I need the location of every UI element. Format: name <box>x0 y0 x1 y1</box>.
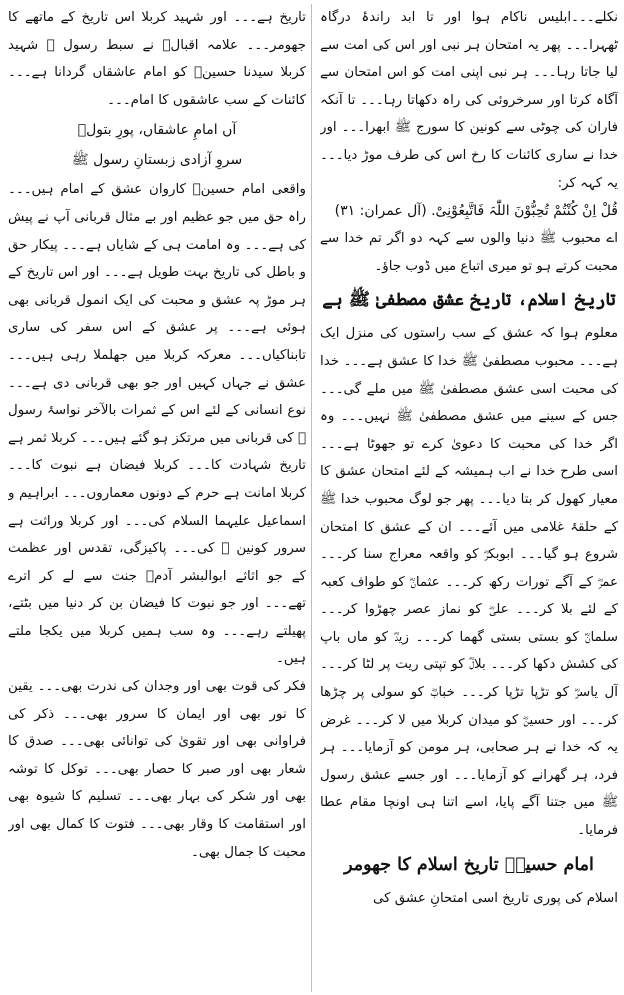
right-column <box>320 4 618 992</box>
column-divider <box>311 4 312 992</box>
section-heading: امام حسینؓ تاریخ اسلام کا جھومر <box>344 854 594 875</box>
section-heading: تاریخ اسلام، تاریخ عشق مصطفیٰ ﷺ ہے <box>322 290 616 311</box>
paragraph: تاریخ ہے۔۔۔ اور شہید کربلا اس تاریخ کے ماتھے کا جھومر۔۔۔ علامہ اقبالؒ نے سبط رسول ﷺ شہید کربلا سیدنا حسینؓ کو امام عاشقاں گردانا ہے۔۔۔ کائنات کے سب عاشقوں کا امام۔۔۔ <box>8 10 306 108</box>
paragraph: واقعی امام حسینؓ کاروان عشق کے امام ہیں۔۔۔ راہ حق میں جو عظیم اور بے مثال قربانی آپ نے پیش کی ہے۔۔۔ وہ امامت ہی کے شایاں ہے۔۔۔ پیکار حق و باطل کی تاریخ بہت طویل ہے۔۔۔ اور اس تاریخ کے ہر موڑ پہ عشق و محبت کی ایک انمول قربانی بھی ہوئی ہے۔۔۔ پر عشق کے اس سفر کی ساری تابناکیاں۔۔۔ معرکہ کربلا میں جھلملا رہی ہیں۔۔۔ عشق نے جہاں کہیں اور جو بھی قربانی دی ہے۔۔۔ نوع انسانی کے لئے اس کے ثمرات بالآخر نواسۂ رسول ﷺ کی قربانی میں مرتکز ہو گئے ہیں۔۔۔ کربلا ثمر ہے تاریخ شہادت کا۔۔۔ کربلا فیضان ہے نبوت کا۔۔۔ کربلا امانت ہے حرم کے دونوں معماروں۔۔۔ ابراہیم و اسماعیل علیہما السلام کی۔۔۔ اور کربلا وراثت ہے سرور کونین ﷺ کی۔۔۔ پاکیزگی، تقدس اور عظمت کے جو اثاثے ابوالبشر آدمؑ جنت سے لے کر اترے تھے۔۔۔ اور جو نبوت کا فیضان بن کر دنیا میں بٹتے، پھیلتے رہے۔۔۔ وہ سب ہمیں کربلا میں یکجا ملتے ہیں۔ <box>8 182 306 667</box>
left-column <box>8 4 306 992</box>
paragraph: فکر کی قوت بھی اور وجدان کی ندرت بھی۔۔۔ یقین کا نور بھی اور ایمان کا سرور بھی۔۔۔ ذکر کی فراوانی بھی اور تقویٰ کی توانائی بھی۔۔۔ صدق کا شعار بھی اور صبر کا حصار بھی۔۔۔ توکل کا توشہ بھی اور شکر کی بہار بھی۔۔۔ تسلیم کا شیوہ بھی اور استقامت کا وقار بھی۔۔۔ فتوت کا کمال بھی اور محبت کا جمال بھی۔ <box>8 679 306 860</box>
verse-translation: اے محبوب ﷺ دنیا والوں سے کہہ دو اگر تم خدا سے محبت کرتے ہو تو میری اتباع میں ڈوب جاؤ۔ <box>320 231 618 274</box>
paragraph: اسلام کی پوری تاریخ اسی امتحانِ عشق کی <box>372 890 618 906</box>
poem-line: آں امامِ عاشقاں، پورِ بتولؓ <box>77 122 237 139</box>
quran-verse: قُلْ اِنْ کُنْتُمْ تُحِبُّوْنَ اللّٰہَ فَاتَّبِعُوْنِیْ. (آل عمران: ۳۱) <box>334 203 618 220</box>
paragraph: نکلے۔۔۔ابلیس ناکام ہوا اور تا ابد راندۂ درگاہ ٹھہرا۔۔۔ پھر یہ امتحان ہر نبی اور اس کی امت سے لیا جاتا رہا۔۔۔ ہر نبی اپنی امت کو اس امتحان سے آگاہ کرتا اور سرخروئی کی راہ دکھاتا رہا۔۔۔ تا آنکہ فاران کی چوٹی سے کونین کا سورج ﷺ ابھرا۔۔۔ اور خدا نے ساری کائنات کا رخ اس کی طرف موڑ دیا۔۔۔ یہ کہہ کر: <box>320 10 618 191</box>
poem-line: سروِ آزادی زبستانِ رسول ﷺ <box>71 152 243 169</box>
paragraph: معلوم ہوا کہ عشق کے سب راستوں کی منزل ایک ہے۔۔۔ محبوب مصطفیٰ ﷺ خدا کا عشق ہے۔۔۔ خدا کی محبت اسی عشق مصطفیٰ ﷺ میں ملے گی۔۔۔ جس کے سینے میں عشق مصطفیٰ ﷺ نہیں۔۔۔ وہ اگر خدا کی محبت کا دعویٰ کرے تو جھوٹا ہے۔۔۔ اسی طرح خدا نے اب ہمیشہ کے لئے امتحان عشق کا معیار کھول کر بتا دیا۔۔۔ پھر جو لوگ محبوب خدا ﷺ کے حلقۂ غلامی میں آئے۔۔۔ ان کے عشق کا امتحان شروع ہو گیا۔۔۔ ابوبکرؓ کو واقعہ معراج سنا کر۔۔۔ عمرؓ کے آگے تورات رکھ کر۔۔۔ عثمانؓ کو طواف کعبہ کے لئے بلا کر۔۔۔ علیؓ کو نماز عصر چھڑوا کر۔۔۔ سلمانؓ کو بستی بستی گھما کر۔۔۔ زیدؓ کو ماں باپ کی کشش دکھا کر۔۔۔ بلالؓ کو تپتی ریت پر لٹا کر۔۔۔ آل یاسرؓ کو تڑپا تڑپا کر۔۔۔ خبابؓ کو سولی پر چڑھا کر۔۔۔ اور حسینؓ کو میدان کربلا میں لا کر۔۔۔ غرض یہ کہ خدا نے ہر صحابی، ہر مومن کو آزمایا۔۔۔ ہر فرد، ہر گھرانے کو آزمایا۔۔۔ اور جسے عشق رسول ﷺ میں جتنا آگے پایا، اسے اتنا ہی اونچا مقام عطا فرمایا۔ <box>320 326 618 839</box>
